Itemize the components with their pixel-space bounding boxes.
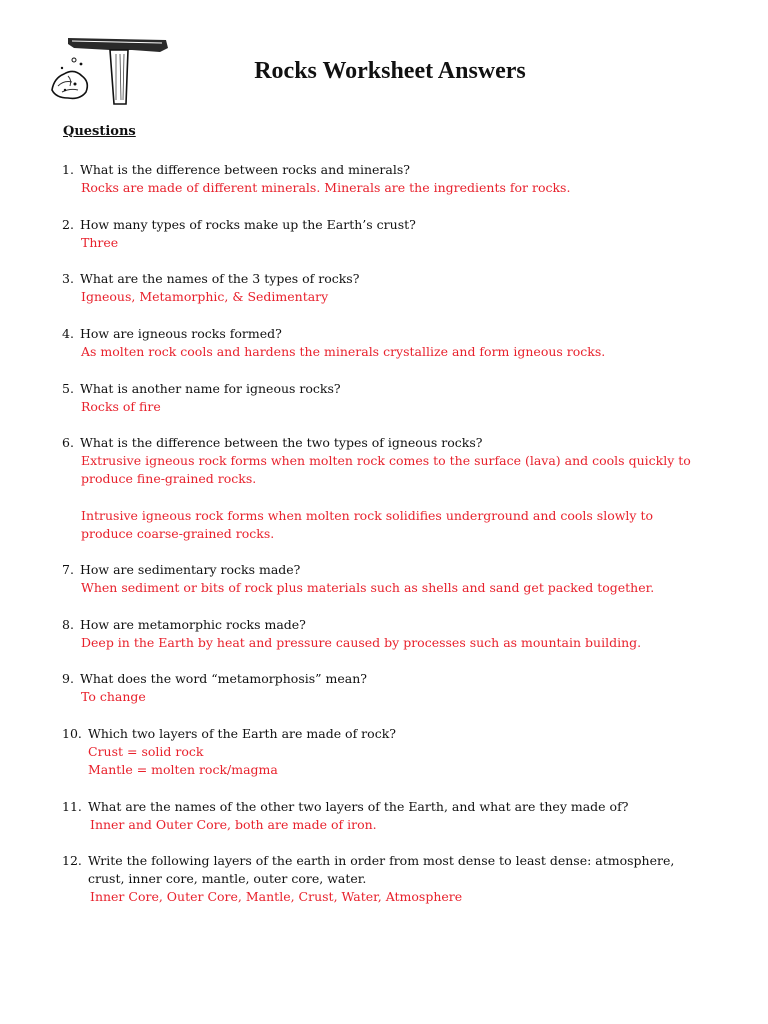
question-text: What are the names of the 3 types of rocks? xyxy=(80,271,360,286)
answer-3: Igneous, Metamorphic, & Sedimentary xyxy=(81,289,329,304)
question-number: 8. xyxy=(62,617,74,632)
answer-6-extrusive-cont: produce fine-grained rocks. xyxy=(81,471,257,486)
page-title: Rocks Worksheet Answers xyxy=(254,58,526,84)
answer-6-intrusive-cont: produce coarse-grained rocks. xyxy=(81,526,275,541)
question-11 xyxy=(62,798,628,816)
question-12 xyxy=(62,852,674,888)
answer-1: Rocks are made of different minerals. Minerals are the ingredients for rocks. xyxy=(81,180,571,195)
question-9 xyxy=(62,670,367,688)
question-4 xyxy=(62,325,282,343)
question-7 xyxy=(62,561,300,579)
question-number: 11. xyxy=(62,799,82,814)
question-text: What does the word “metamorphosis” mean? xyxy=(80,671,367,686)
answer-11: Inner and Outer Core, both are made of iron. xyxy=(90,817,377,832)
question-text: Write the following layers of the earth in order from most dense to least dense: atmosphere, xyxy=(88,853,675,868)
answer-9: To change xyxy=(81,689,146,704)
answer-6-extrusive: Extrusive igneous rock forms when molten rock comes to the surface (lava) and cools quickly to xyxy=(81,453,691,468)
question-number: 3. xyxy=(62,271,74,286)
question-text: How many types of rocks make up the Earth’s crust? xyxy=(80,217,416,232)
answer-4: As molten rock cools and hardens the minerals crystallize and form igneous rocks. xyxy=(81,344,606,359)
answer-10-mantle: Mantle = molten rock/magma xyxy=(88,762,278,777)
question-text: What is another name for igneous rocks? xyxy=(80,381,341,396)
question-number: 5. xyxy=(62,381,74,396)
question-text: How are igneous rocks formed? xyxy=(80,326,282,341)
question-text: Which two layers of the Earth are made of rock? xyxy=(88,726,396,741)
question-text: How are sedimentary rocks made? xyxy=(80,562,301,577)
question-text: What is the difference between rocks and minerals? xyxy=(80,162,410,177)
question-text: What are the names of the other two layers of the Earth, and what are they made of? xyxy=(88,799,629,814)
answer-5: Rocks of fire xyxy=(81,399,161,414)
answer-8: Deep in the Earth by heat and pressure caused by processes such as mountain building. xyxy=(81,635,642,650)
answer-12: Inner Core, Outer Core, Mantle, Crust, Water, Atmosphere xyxy=(90,889,463,904)
answer-6-intrusive: Intrusive igneous rock forms when molten rock solidifies underground and cools slowly to xyxy=(81,508,654,523)
answer-2: Three xyxy=(81,235,119,250)
question-3 xyxy=(62,270,359,288)
question-8 xyxy=(62,616,306,634)
question-number: 2. xyxy=(62,217,74,232)
answer-7: When sediment or bits of rock plus materials such as shells and sand get packed together. xyxy=(81,580,655,595)
question-number: 12. xyxy=(62,853,82,868)
question-text-continued: crust, inner core, mantle, outer core, water. xyxy=(88,871,367,886)
question-number: 9. xyxy=(62,671,74,686)
question-number: 1. xyxy=(62,162,74,177)
question-6 xyxy=(62,434,482,452)
question-10 xyxy=(62,725,396,743)
question-number: 10. xyxy=(62,726,82,741)
question-number: 7. xyxy=(62,562,74,577)
question-1 xyxy=(62,161,410,179)
question-number: 6. xyxy=(62,435,74,450)
question-text: How are metamorphic rocks made? xyxy=(80,617,306,632)
section-heading: Questions xyxy=(63,124,136,139)
question-5 xyxy=(62,380,341,398)
answer-10-crust: Crust = solid rock xyxy=(88,744,204,759)
question-number: 4. xyxy=(62,326,74,341)
question-2 xyxy=(62,216,416,234)
question-text: What is the difference between the two types of igneous rocks? xyxy=(80,435,483,450)
